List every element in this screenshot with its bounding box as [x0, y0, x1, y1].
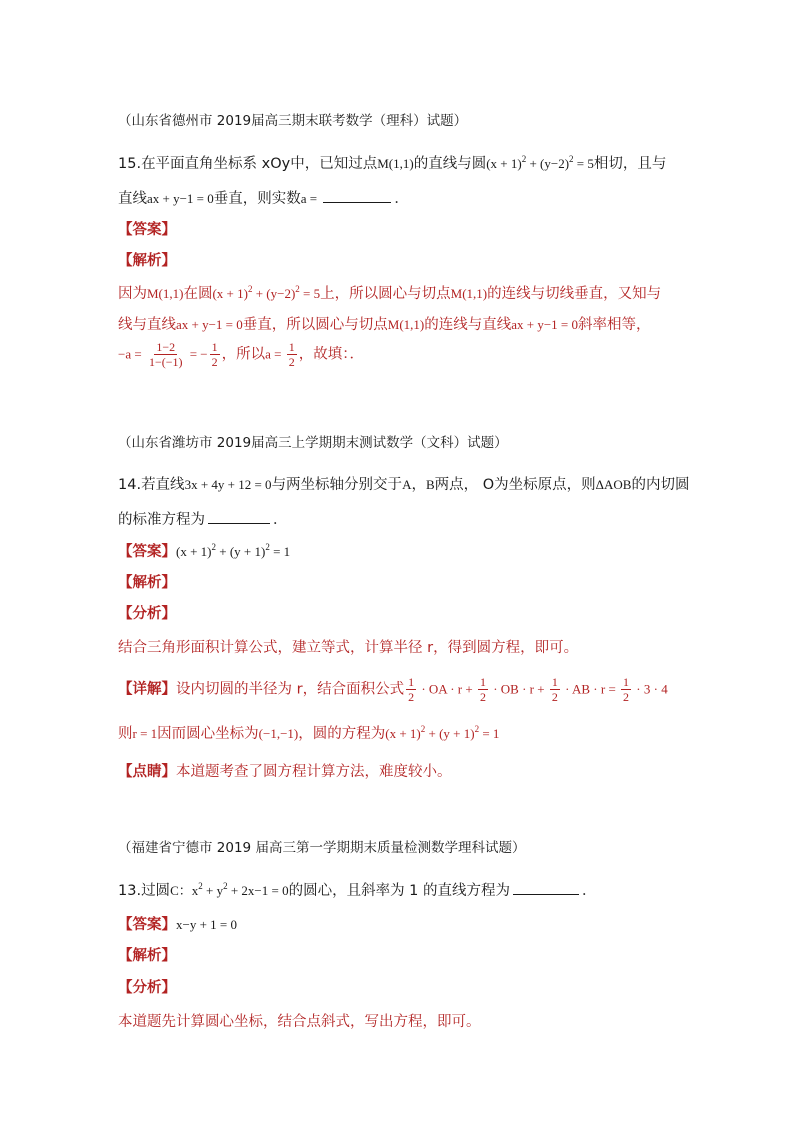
- fenxi-tag: 【分析】: [118, 606, 176, 622]
- answer-blank: [208, 509, 270, 524]
- solution-line-3: −a = $\frac{1-2}{1-(-1)}$ = − $\frac{1}{2}$ ，所以a = $\frac{1}{2}$ ，故填：．: [118, 340, 364, 369]
- solution-line-1: 因为M(1,1)在圆$(x + 1)^2 + (y-2)^2 = 5$上，所以圆心与切点M(1,1)的连线与切线垂直，又知与: [118, 284, 662, 302]
- source-heading-3: （福建省宁德市 2019 届高三第一学期期末质量检测数学理科试题）: [118, 840, 526, 856]
- comment-line: 【点睛】本道题考查了圆方程计算方法，难度较小。: [118, 764, 452, 780]
- answer-tag: 【答案】: [118, 222, 176, 238]
- answer-line-3: 【答案】x−y + 1 = 0: [118, 917, 237, 933]
- analysis-tag: 【解析】: [118, 575, 176, 591]
- fenxi-tag: 【分析】: [118, 980, 176, 996]
- question-14: 14.若直线3x + 4y + 12 = 0与两坐标轴分别交于A，B两点， O为坐标原点，则ΔAOB的内切圆: [118, 477, 690, 493]
- result-line: 则r = 1因而圆心坐标为(−1,−1)，圆的方程为$(x + 1)^2 + (y + 1)^2 = 1$: [118, 724, 500, 742]
- question-15-cont: 直线ax + y−1 = 0垂直，则实数a = ．: [118, 187, 409, 208]
- fenxi-text: 结合三角形面积计算公式，建立等式，计算半径 r，得到圆方程，即可。: [118, 640, 579, 656]
- answer-line-2: 【答案】$(x + 1)^2 + (y + 1)^2 = 1$: [118, 542, 291, 560]
- source-heading-1: （山东省德州市 2019届高三期末联考数学（理科）试题）: [118, 113, 468, 129]
- analysis-tag: 【解析】: [118, 948, 176, 964]
- question-13: 13.过圆C：$x^2 + y^2 + 2x-1 = 0$的圆心，且斜率为 1 的直线方程为 ．: [118, 881, 597, 899]
- answer-blank: [513, 880, 579, 895]
- detail-line: 【详解】设内切圆的半径为 r，结合面积公式 $\frac{1}{2}$ · OA · r + $\frac{1}{2}$ · OB · r + $\frac{1}{2}$ · AB · r = $\frac{1}{2}$ · 3 · 4: [118, 675, 668, 704]
- fenxi-text: 本道题先计算圆心坐标，结合点斜式，写出方程，即可。: [118, 1014, 481, 1030]
- answer-blank: [323, 188, 391, 203]
- source-heading-2: （山东省潍坊市 2019届高三上学期期末测试数学（文科）试题）: [118, 435, 508, 451]
- solution-line-2: 线与直线ax + y−1 = 0垂直，所以圆心与切点M(1,1)的连线与直线ax + y−1 = 0斜率相等，: [118, 317, 651, 333]
- question-15: 15.在平面直角坐标系 xOy中，已知过点M(1,1)的直线与圆$(x + 1)^2 + (y-2)^2 = 5$相切，且与: [118, 154, 667, 172]
- question-14-cont: 的标准方程为 ．: [118, 508, 288, 529]
- analysis-tag: 【解析】: [118, 253, 176, 269]
